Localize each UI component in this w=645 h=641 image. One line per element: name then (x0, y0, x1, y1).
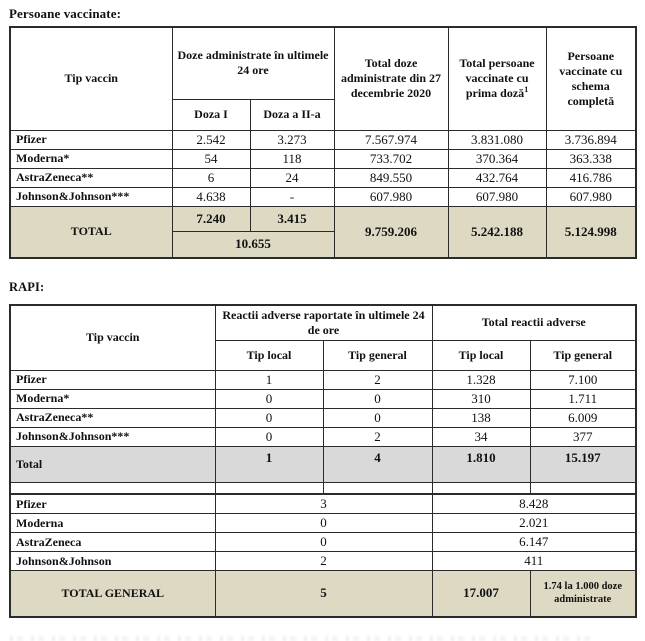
vaccine-name: Johnson&Johnson*** (10, 427, 215, 446)
total-label: TOTAL (10, 206, 172, 258)
header-schema-completa: Persoane vaccinate cu schema completă (546, 27, 636, 130)
total-prima-doza: 5.242.188 (448, 206, 546, 258)
investigated-row-astrazeneca (10, 533, 636, 552)
total-general-label: TOTAL GENERAL (10, 571, 215, 617)
cell-doza2: 24 (250, 168, 334, 187)
cell-local-24h: 0 (215, 408, 323, 427)
total-doza1: 7.240 (172, 206, 250, 231)
cell-doza1: 6 (172, 168, 250, 187)
cell-doza2: 118 (250, 149, 334, 168)
rapi-row-moderna (10, 389, 636, 408)
section-title-rapi: RAPI: (9, 280, 45, 294)
cell-local-total: 1.328 (432, 370, 530, 389)
cell-local-24h: 0 (215, 389, 323, 408)
vaccine-name: Pfizer (10, 130, 172, 149)
total-combined-doses: 10.655 (172, 231, 334, 258)
vaccine-name: Moderna* (10, 389, 215, 408)
cell-count-24h: 0 (215, 533, 432, 552)
cell-count-total: 8.428 (432, 494, 636, 514)
rapi-row-total (10, 446, 636, 482)
spacer-cell (323, 482, 432, 494)
total-doza2: 3.415 (250, 206, 334, 231)
cell-doza2: 3.273 (250, 130, 334, 149)
footnote-marker-1: 1 (524, 85, 529, 95)
vaccine-name: Moderna* (10, 149, 172, 168)
spacer-cell (530, 482, 636, 494)
total-general-rate: 1.74 la 1.000 doze administrate (530, 571, 636, 617)
cell-total-doze: 607.980 (334, 187, 448, 206)
vaccine-name: AstraZeneca (10, 533, 215, 552)
total-label: Total (10, 446, 215, 482)
cell-prima-doza: 370.364 (448, 149, 546, 168)
header-reactii-24h: Reactii adverse raportate în ultimele 24 de ore (215, 305, 432, 340)
cell-doza2: - (250, 187, 334, 206)
cell-general-24h: 0 (323, 408, 432, 427)
cell-doza1: 4.638 (172, 187, 250, 206)
total-general-count-24h: 5 (215, 571, 432, 617)
vaccine-name: Pfizer (10, 494, 215, 514)
cell-local-total: 138 (432, 408, 530, 427)
total-local: 1.810 (432, 446, 530, 482)
table-row-total (10, 206, 636, 231)
table1-header-row-1 (10, 27, 636, 99)
cell-general-total: 7.100 (530, 370, 636, 389)
cell-schema-completa: 363.338 (546, 149, 636, 168)
spacer-cell (10, 482, 215, 494)
total-general-count: 17.007 (432, 571, 530, 617)
cell-general-total: 6.009 (530, 408, 636, 427)
header-doze-24h: Doze administrate în ultimele 24 ore (172, 27, 334, 99)
cell-general-24h: 0 (323, 389, 432, 408)
cell-local-total: 310 (432, 389, 530, 408)
header-doza-2: Doza a II-a (250, 99, 334, 130)
cell-schema-completa: 416.786 (546, 168, 636, 187)
total-doze-administrate: 9.759.206 (334, 206, 448, 258)
rapi-row-total-general (10, 571, 636, 617)
vaccine-name: Johnson&Johnson (10, 552, 215, 571)
cell-schema-completa: 3.736.894 (546, 130, 636, 149)
section-title-vaccinated: Persoane vaccinate: (9, 6, 121, 21)
header-tip-local-24h: Tip local (215, 340, 323, 370)
cell-local-24h: 0 (215, 427, 323, 446)
truncated-text-line (10, 636, 590, 641)
total-local-24h: 1 (215, 446, 323, 482)
cell-count-total: 411 (432, 552, 636, 571)
cell-general-total: 1.711 (530, 389, 636, 408)
cell-local-total: 34 (432, 427, 530, 446)
header-total-prima-doza-text: Total persoane vaccinate cu prima doză (459, 56, 535, 101)
spacer-cell (432, 482, 530, 494)
header-tip-local-total: Tip local (432, 340, 530, 370)
cell-local-24h: 1 (215, 370, 323, 389)
cell-total-doze: 7.567.974 (334, 130, 448, 149)
rapi-row-astrazeneca (10, 408, 636, 427)
table-row-pfizer (10, 130, 636, 149)
cell-total-doze: 849.550 (334, 168, 448, 187)
rapi-table (9, 304, 637, 618)
cell-count-24h: 3 (215, 494, 432, 514)
vaccine-name: Johnson&Johnson*** (10, 187, 172, 206)
header-tip-vaccin: Tip vaccin (10, 27, 172, 130)
cell-count-total: 2.021 (432, 514, 636, 533)
table-row-moderna (10, 149, 636, 168)
investigated-row-moderna (10, 514, 636, 533)
rapi-row-pfizer (10, 370, 636, 389)
cell-count-24h: 0 (215, 514, 432, 533)
cell-count-24h: 2 (215, 552, 432, 571)
header-tip-general-24h: Tip general (323, 340, 432, 370)
cell-count-total: 6.147 (432, 533, 636, 552)
spacer-row (10, 482, 636, 494)
vaccine-name: Pfizer (10, 370, 215, 389)
header-tip-vaccin: Tip vaccin (10, 305, 215, 370)
cell-schema-completa: 607.980 (546, 187, 636, 206)
table-row-johnson (10, 187, 636, 206)
vaccine-name: Moderna (10, 514, 215, 533)
vaccine-name: AstraZeneca** (10, 168, 172, 187)
cell-doza1: 54 (172, 149, 250, 168)
header-total-reactii: Total reactii adverse (432, 305, 636, 340)
rapi-row-johnson (10, 427, 636, 446)
cell-doza1: 2.542 (172, 130, 250, 149)
cell-prima-doza: 607.980 (448, 187, 546, 206)
total-general: 15.197 (530, 446, 636, 482)
header-tip-general-total: Tip general (530, 340, 636, 370)
table-row-astrazeneca (10, 168, 636, 187)
table2-header-row-1 (10, 305, 636, 340)
cell-prima-doza: 3.831.080 (448, 130, 546, 149)
cell-general-24h: 2 (323, 370, 432, 389)
total-schema-completa: 5.124.998 (546, 206, 636, 258)
investigated-row-pfizer (10, 494, 636, 514)
header-doza-1: Doza I (172, 99, 250, 130)
vaccine-name: AstraZeneca** (10, 408, 215, 427)
spacer-cell (215, 482, 323, 494)
investigated-row-johnson (10, 552, 636, 571)
cell-total-doze: 733.702 (334, 149, 448, 168)
total-general-24h: 4 (323, 446, 432, 482)
cell-general-24h: 2 (323, 427, 432, 446)
cell-prima-doza: 432.764 (448, 168, 546, 187)
vaccinated-table (9, 26, 637, 259)
header-total-doze: Total doze administrate din 27 decembrie 2020 (334, 27, 448, 130)
cell-general-total: 377 (530, 427, 636, 446)
header-total-prima-doza (448, 27, 546, 130)
